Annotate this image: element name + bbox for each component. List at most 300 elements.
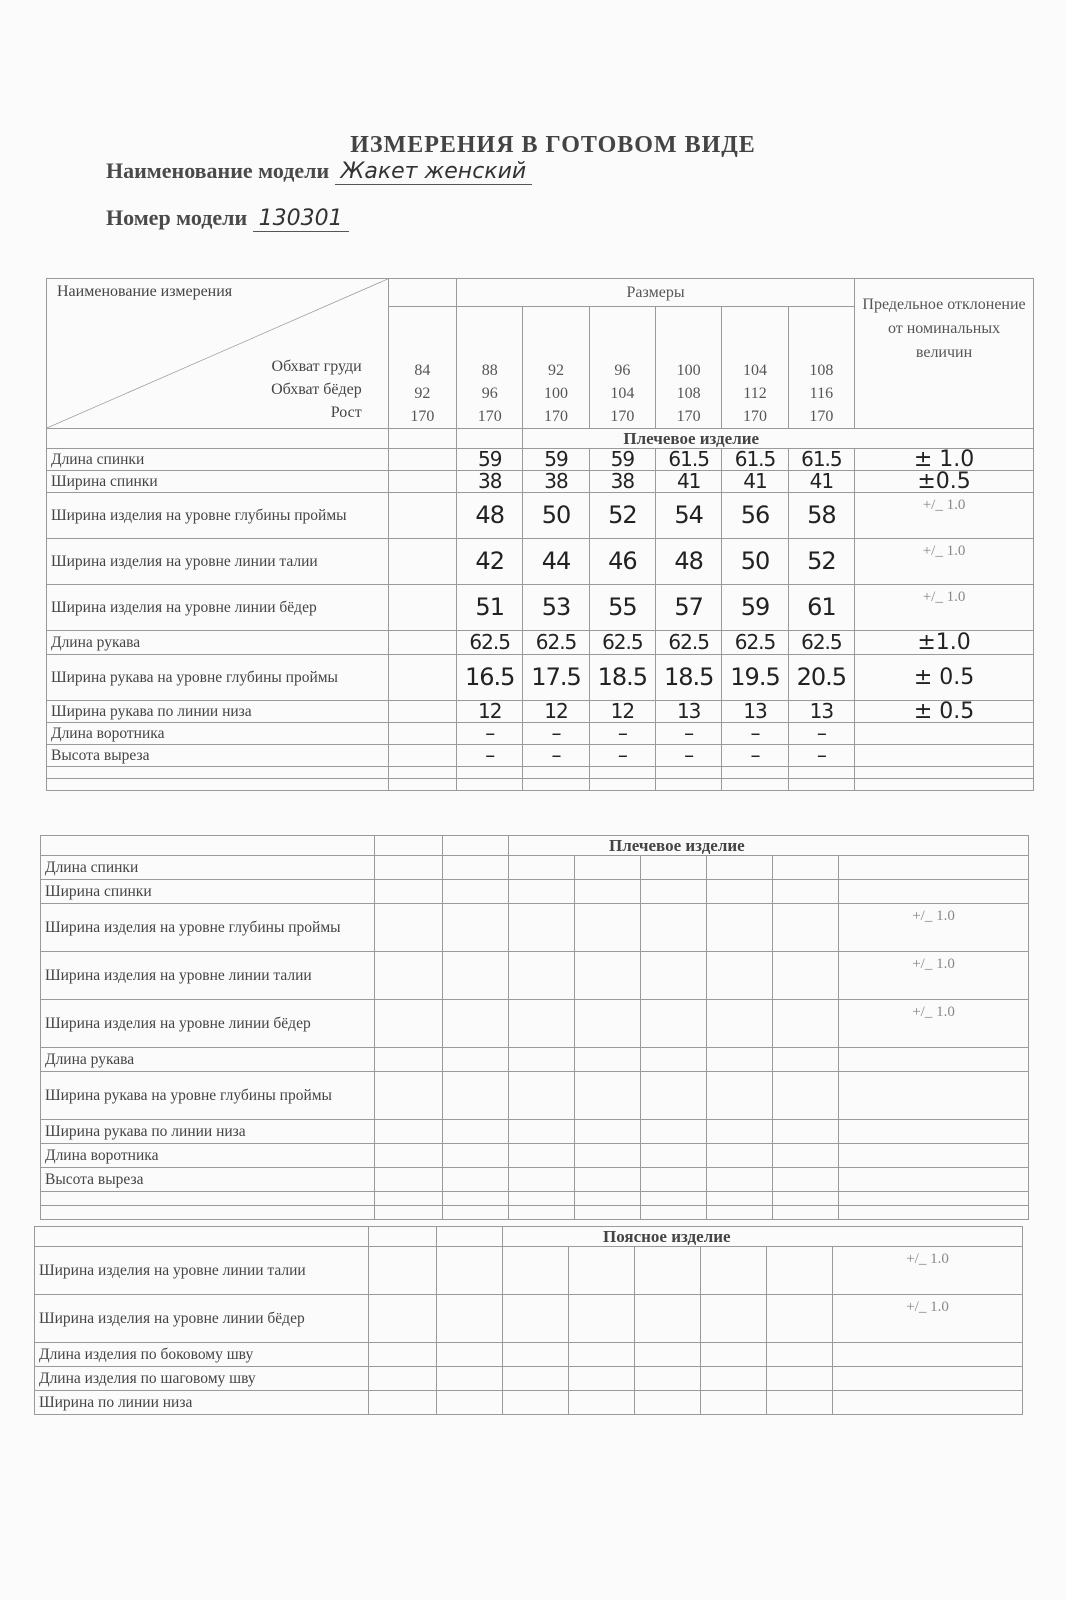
- blank-cell: [443, 1192, 509, 1206]
- blank-cell: [855, 779, 1034, 791]
- blank-cell: [375, 836, 443, 856]
- measure-name: Ширина изделия на уровне глубины проймы: [41, 904, 375, 952]
- measure-value: 13: [656, 701, 722, 723]
- measure-name: Длина воротника: [41, 1144, 375, 1168]
- empty-value-cell: [443, 880, 509, 904]
- tolerance-value: [839, 880, 1029, 904]
- empty-value-cell: [443, 904, 509, 952]
- size-height: 170: [743, 408, 767, 425]
- size-column-6: [788, 307, 854, 429]
- size-column-4: [656, 307, 722, 429]
- empty-value-cell: [569, 1343, 635, 1367]
- measure-value: 61.5: [656, 449, 722, 471]
- empty-value-cell: [575, 1048, 641, 1072]
- blank-row: [41, 1192, 1029, 1206]
- blank-cell: [656, 779, 722, 791]
- empty-value-cell: [767, 1391, 833, 1415]
- header-corner-cell: [47, 279, 389, 429]
- blank-cell: [375, 1192, 443, 1206]
- header-tolerance: Предельное отклонение от номинальных величин: [855, 279, 1034, 429]
- measure-value: 59: [589, 449, 655, 471]
- tolerance-value: [833, 1391, 1023, 1415]
- empty-value-cell: [375, 952, 443, 1000]
- table-row: [35, 1343, 1023, 1367]
- empty-value-cell: [707, 856, 773, 880]
- size-chest: 108: [809, 362, 834, 379]
- tolerance-value: [839, 1144, 1029, 1168]
- tolerance-value: [855, 745, 1034, 767]
- section-title-waist: Поясное изделие: [503, 1227, 1023, 1247]
- tolerance-value: [839, 1072, 1029, 1120]
- table-row: [41, 880, 1029, 904]
- empty-value-cell: [575, 904, 641, 952]
- empty-value-cell: [575, 952, 641, 1000]
- empty-value-cell: [773, 1048, 839, 1072]
- tolerance-value: ±1.0: [855, 631, 1034, 655]
- empty-value-cell: [569, 1391, 635, 1415]
- empty-value-cell: [635, 1391, 701, 1415]
- measure-value: 38: [523, 471, 589, 493]
- measure-value: 41: [722, 471, 788, 493]
- measure-value: –: [589, 745, 655, 767]
- tolerance-value: [855, 723, 1034, 745]
- measurements-table-waist: [34, 1226, 1023, 1415]
- blank-cell: [855, 767, 1034, 779]
- table-row: [47, 701, 1034, 723]
- measure-value: 62.5: [589, 631, 655, 655]
- tolerance-value: +/_ 1.0: [839, 1000, 1029, 1048]
- measure-value: –: [722, 723, 788, 745]
- measure-name: Высота выреза: [47, 745, 389, 767]
- blank-row: [47, 767, 1034, 779]
- blank-cell: [437, 1227, 503, 1247]
- measure-value: 51: [457, 585, 523, 631]
- size-height: 170: [610, 408, 635, 425]
- blank-cell: [641, 1206, 707, 1220]
- empty-value-cell: [707, 1072, 773, 1120]
- blank-cell: [589, 779, 655, 791]
- empty-value-cell: [773, 904, 839, 952]
- measurements-table-filled: [46, 278, 1034, 791]
- empty-value-cell: [707, 880, 773, 904]
- empty-value-cell: [369, 1247, 437, 1295]
- measure-value: –: [457, 745, 523, 767]
- measure-value: 50: [523, 493, 589, 539]
- empty-value-cell: [635, 1295, 701, 1343]
- empty-value-cell: [375, 904, 443, 952]
- size-height: 170: [676, 408, 701, 425]
- blank-cell: [839, 1206, 1029, 1220]
- size-column-0: [388, 307, 456, 429]
- measure-name: Ширина изделия на уровне глубины проймы: [47, 493, 389, 539]
- table-row: [35, 1367, 1023, 1391]
- measure-name: Ширина по линии низа: [35, 1391, 369, 1415]
- measure-name: Ширина изделия на уровне линии талии: [35, 1247, 369, 1295]
- empty-value-cell: [773, 952, 839, 1000]
- measure-name: Длина спинки: [41, 856, 375, 880]
- empty-value-cell: [443, 1120, 509, 1144]
- tolerance-value: +/_ 1.0: [855, 585, 1034, 631]
- measure-value: [388, 701, 456, 723]
- empty-value-cell: [509, 904, 575, 952]
- size-chest: 104: [743, 362, 767, 379]
- table-row: [47, 449, 1034, 471]
- blank-cell: [773, 1206, 839, 1220]
- blank-cell: [457, 779, 523, 791]
- measure-value: [388, 471, 456, 493]
- blank-cell: [722, 779, 788, 791]
- size-column-2: [523, 307, 589, 429]
- empty-value-cell: [575, 1168, 641, 1192]
- empty-value-cell: [707, 1144, 773, 1168]
- tolerance-value: ± 1.0: [855, 449, 1034, 471]
- empty-value-cell: [767, 1295, 833, 1343]
- size-height: 170: [544, 408, 569, 425]
- empty-value-cell: [369, 1391, 437, 1415]
- blank-cell: [457, 767, 523, 779]
- header-height: Рост: [330, 404, 362, 421]
- measure-value: 41: [656, 471, 722, 493]
- tolerance-value: [833, 1367, 1023, 1391]
- measure-value: 61.5: [722, 449, 788, 471]
- table-row: [41, 1048, 1029, 1072]
- measure-value: 38: [589, 471, 655, 493]
- empty-value-cell: [575, 1144, 641, 1168]
- measure-value: 13: [722, 701, 788, 723]
- empty-value-cell: [641, 904, 707, 952]
- empty-value-cell: [503, 1295, 569, 1343]
- blank-cell: [47, 779, 389, 791]
- empty-value-cell: [569, 1247, 635, 1295]
- blank-cell: [388, 779, 456, 791]
- empty-value-cell: [375, 1144, 443, 1168]
- measure-value: 53: [523, 585, 589, 631]
- blank-cell: [47, 767, 389, 779]
- blank-cell: [41, 1206, 375, 1220]
- empty-value-cell: [641, 1120, 707, 1144]
- empty-value-cell: [443, 1000, 509, 1048]
- measure-value: 18.5: [656, 655, 722, 701]
- empty-value-cell: [707, 1120, 773, 1144]
- empty-value-cell: [503, 1367, 569, 1391]
- size-chest: 84: [414, 362, 431, 379]
- measure-value: 54: [656, 493, 722, 539]
- measure-value: 12: [589, 701, 655, 723]
- measure-value: –: [788, 745, 854, 767]
- size-hips: 96: [481, 385, 498, 402]
- table-row: [41, 904, 1029, 952]
- empty-value-cell: [707, 952, 773, 1000]
- table-row: [41, 1168, 1029, 1192]
- model-name-line: [106, 158, 532, 184]
- measure-value: [388, 655, 456, 701]
- empty-value-cell: [375, 1072, 443, 1120]
- blank-cell: [375, 1206, 443, 1220]
- empty-value-cell: [437, 1295, 503, 1343]
- table-row: [41, 952, 1029, 1000]
- measure-value: 48: [656, 539, 722, 585]
- size-column-3: [589, 307, 655, 429]
- empty-value-cell: [575, 1000, 641, 1048]
- blank-cell: [443, 1206, 509, 1220]
- measure-value: 48: [457, 493, 523, 539]
- measure-name: Длина спинки: [47, 449, 389, 471]
- measure-value: –: [523, 723, 589, 745]
- measure-value: [388, 493, 456, 539]
- header-body-params: [271, 355, 362, 424]
- measure-value: –: [589, 723, 655, 745]
- empty-value-cell: [641, 856, 707, 880]
- tolerance-value: [833, 1343, 1023, 1367]
- empty-value-cell: [509, 952, 575, 1000]
- empty-value-cell: [641, 1048, 707, 1072]
- table-row: [35, 1295, 1023, 1343]
- empty-value-cell: [503, 1391, 569, 1415]
- table-row: [47, 585, 1034, 631]
- blank-cell: [589, 767, 655, 779]
- measure-name: Ширина изделия на уровне линии бёдер: [35, 1295, 369, 1343]
- blank-cell: [707, 1206, 773, 1220]
- empty-value-cell: [509, 1072, 575, 1120]
- blank-cell: [388, 429, 456, 449]
- measure-value: 59: [523, 449, 589, 471]
- measure-name: Ширина изделия на уровне линии талии: [47, 539, 389, 585]
- size-chest: 88: [481, 362, 498, 379]
- measure-value: [388, 449, 456, 471]
- measure-value: [388, 539, 456, 585]
- size-hips: 112: [743, 385, 767, 402]
- empty-value-cell: [767, 1343, 833, 1367]
- tolerance-value: +/_ 1.0: [839, 952, 1029, 1000]
- size-height: 170: [809, 408, 834, 425]
- blank-row: [47, 779, 1034, 791]
- measure-value: 12: [457, 701, 523, 723]
- measure-value: 58: [788, 493, 854, 539]
- measure-value: –: [722, 745, 788, 767]
- table-row: [41, 856, 1029, 880]
- size-column-1: [457, 307, 523, 429]
- tolerance-value: [839, 1168, 1029, 1192]
- blank-cell: [509, 1192, 575, 1206]
- table-row: [35, 1247, 1023, 1295]
- measure-value: 46: [589, 539, 655, 585]
- measure-value: [388, 723, 456, 745]
- measure-value: 62.5: [523, 631, 589, 655]
- empty-value-cell: [707, 1168, 773, 1192]
- model-name-value: Жакет женский: [335, 159, 533, 185]
- measure-value: 41: [788, 471, 854, 493]
- empty-value-cell: [509, 856, 575, 880]
- blank-cell: [509, 1206, 575, 1220]
- empty-value-cell: [773, 1072, 839, 1120]
- measure-name: Ширина спинки: [41, 880, 375, 904]
- measure-value: 50: [722, 539, 788, 585]
- empty-value-cell: [503, 1247, 569, 1295]
- empty-value-cell: [701, 1295, 767, 1343]
- blank-cell: [457, 429, 523, 449]
- empty-value-cell: [773, 1144, 839, 1168]
- empty-value-cell: [701, 1247, 767, 1295]
- empty-value-cell: [503, 1343, 569, 1367]
- measure-value: 44: [523, 539, 589, 585]
- empty-value-cell: [707, 1000, 773, 1048]
- blank-cell: [388, 767, 456, 779]
- size-height: 170: [410, 408, 435, 425]
- blank-cell: [707, 1192, 773, 1206]
- empty-value-cell: [443, 1048, 509, 1072]
- empty-value-cell: [569, 1295, 635, 1343]
- header-size-blank: [388, 279, 456, 307]
- tolerance-value: +/_ 1.0: [855, 493, 1034, 539]
- size-chest: 100: [676, 362, 701, 379]
- empty-value-cell: [437, 1343, 503, 1367]
- measure-value: 12: [523, 701, 589, 723]
- empty-value-cell: [641, 1072, 707, 1120]
- empty-value-cell: [575, 1072, 641, 1120]
- empty-value-cell: [443, 1144, 509, 1168]
- measure-value: 59: [722, 585, 788, 631]
- empty-value-cell: [375, 1048, 443, 1072]
- blank-cell: [443, 836, 509, 856]
- empty-value-cell: [375, 1120, 443, 1144]
- table-row: [47, 539, 1034, 585]
- measure-value: 61: [788, 585, 854, 631]
- blank-cell: [641, 1192, 707, 1206]
- size-column-5: [722, 307, 788, 429]
- measure-value: 52: [788, 539, 854, 585]
- blank-cell: [575, 1192, 641, 1206]
- empty-value-cell: [773, 880, 839, 904]
- empty-value-cell: [509, 1120, 575, 1144]
- measure-value: [388, 585, 456, 631]
- empty-value-cell: [443, 1072, 509, 1120]
- model-number-value: 130301: [253, 206, 349, 232]
- blank-cell: [523, 767, 589, 779]
- empty-value-cell: [641, 880, 707, 904]
- measure-value: 55: [589, 585, 655, 631]
- measure-value: 56: [722, 493, 788, 539]
- empty-value-cell: [635, 1343, 701, 1367]
- size-hips: 116: [809, 385, 834, 402]
- empty-value-cell: [767, 1247, 833, 1295]
- measure-value: 62.5: [722, 631, 788, 655]
- empty-value-cell: [641, 952, 707, 1000]
- blank-row: [41, 1206, 1029, 1220]
- tolerance-value: ± 0.5: [855, 701, 1034, 723]
- measure-name: Ширина изделия на уровне линии талии: [41, 952, 375, 1000]
- blank-cell: [839, 1192, 1029, 1206]
- empty-value-cell: [701, 1367, 767, 1391]
- empty-value-cell: [773, 856, 839, 880]
- measure-name: Длина рукава: [47, 631, 389, 655]
- measure-value: 16.5: [457, 655, 523, 701]
- measure-name: Длина рукава: [41, 1048, 375, 1072]
- measure-name: Ширина рукава на уровне глубины проймы: [47, 655, 389, 701]
- empty-value-cell: [635, 1367, 701, 1391]
- tolerance-value: [839, 1048, 1029, 1072]
- blank-cell: [41, 836, 375, 856]
- size-chest: 92: [548, 362, 565, 379]
- header-sizes-label: Размеры: [457, 279, 855, 307]
- size-hips: 92: [414, 385, 431, 402]
- measure-name: Длина изделия по боковому шву: [35, 1343, 369, 1367]
- measure-name: Высота выреза: [41, 1168, 375, 1192]
- header-hips: Обхват бёдер: [271, 381, 362, 398]
- empty-value-cell: [767, 1367, 833, 1391]
- empty-value-cell: [509, 1048, 575, 1072]
- empty-value-cell: [369, 1343, 437, 1367]
- section-title-shoulder-2: Плечевое изделие: [509, 836, 1029, 856]
- blank-cell: [35, 1227, 369, 1247]
- header-measure-name: Наименование измерения: [57, 283, 233, 300]
- empty-value-cell: [575, 856, 641, 880]
- empty-value-cell: [369, 1295, 437, 1343]
- measure-value: –: [457, 723, 523, 745]
- empty-value-cell: [707, 1048, 773, 1072]
- empty-value-cell: [509, 1168, 575, 1192]
- table-row: [47, 631, 1034, 655]
- blank-cell: [656, 767, 722, 779]
- table-row: [47, 471, 1034, 493]
- measure-name: Длина изделия по шаговому шву: [35, 1367, 369, 1391]
- table-row: [41, 1072, 1029, 1120]
- measure-value: [388, 745, 456, 767]
- blank-cell: [773, 1192, 839, 1206]
- empty-value-cell: [701, 1391, 767, 1415]
- empty-value-cell: [773, 1120, 839, 1144]
- empty-value-cell: [641, 1144, 707, 1168]
- tolerance-value: [839, 856, 1029, 880]
- model-name-label: Наименование модели: [106, 158, 330, 183]
- blank-cell: [575, 1206, 641, 1220]
- measure-name: Длина воротника: [47, 723, 389, 745]
- empty-value-cell: [437, 1367, 503, 1391]
- empty-value-cell: [375, 1000, 443, 1048]
- measure-value: 62.5: [656, 631, 722, 655]
- blank-cell: [523, 779, 589, 791]
- document-title: ИЗМЕРЕНИЯ В ГОТОВОМ ВИДЕ: [350, 132, 756, 158]
- section-title-shoulder: Плечевое изделие: [523, 429, 1034, 449]
- measure-value: –: [656, 723, 722, 745]
- measure-value: 52: [589, 493, 655, 539]
- empty-value-cell: [375, 856, 443, 880]
- empty-value-cell: [641, 1000, 707, 1048]
- empty-value-cell: [773, 1168, 839, 1192]
- table-row: [47, 745, 1034, 767]
- tolerance-value: +/_ 1.0: [839, 904, 1029, 952]
- measure-value: 13: [788, 701, 854, 723]
- empty-value-cell: [375, 880, 443, 904]
- empty-value-cell: [575, 880, 641, 904]
- size-height: 170: [477, 408, 502, 425]
- header-chest: Обхват груди: [271, 358, 362, 375]
- size-chest: 96: [614, 362, 631, 379]
- measure-value: –: [656, 745, 722, 767]
- empty-value-cell: [443, 952, 509, 1000]
- size-hips: 104: [610, 385, 635, 402]
- measure-value: 18.5: [589, 655, 655, 701]
- empty-value-cell: [437, 1391, 503, 1415]
- measure-value: 59: [457, 449, 523, 471]
- measure-value: 38: [457, 471, 523, 493]
- measure-value: 57: [656, 585, 722, 631]
- measure-name: Ширина спинки: [47, 471, 389, 493]
- measure-value: 17.5: [523, 655, 589, 701]
- blank-cell: [788, 767, 854, 779]
- measure-value: 62.5: [788, 631, 854, 655]
- empty-value-cell: [369, 1367, 437, 1391]
- measure-value: 62.5: [457, 631, 523, 655]
